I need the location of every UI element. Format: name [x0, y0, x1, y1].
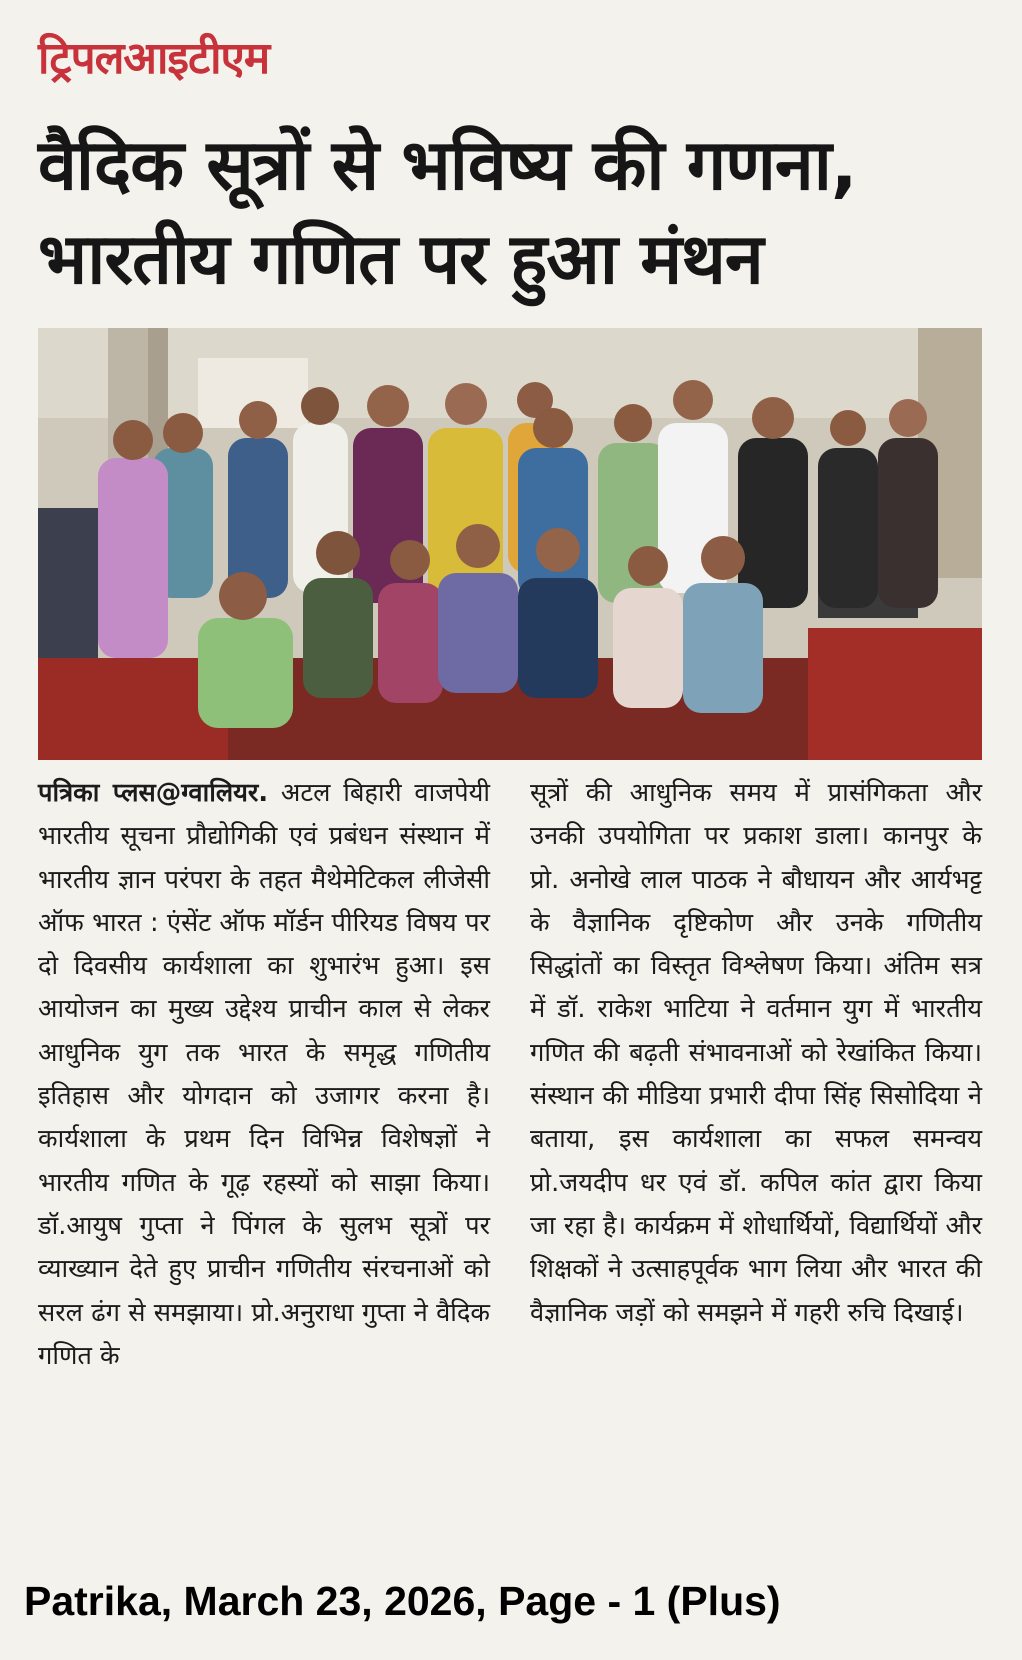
source-caption: Patrika, March 23, 2026, Page - 1 (Plus) — [24, 1578, 781, 1624]
group-photo — [38, 328, 982, 760]
section-kicker: ट्रिपलआइटीएम — [38, 33, 270, 84]
group-photo-illustration — [38, 328, 982, 760]
article-body — [38, 772, 982, 1542]
article-column-2-text: सूत्रों की आधुनिक समय में प्रासंगिकता और उनकी उपयोगिता पर प्रकाश डाला। कानपुर के प्रो. अनोखे लाल पाठक ने बौधायन और आर्यभट्ट के वैज्ञानिक दृष्टिकोण और उनके गणितीय सिद्धांतों का विस्तृत विश्लेषण किया। अंतिम सत्र में डॉ. राकेश भाटिया ने वर्तमान युग में भारतीय गणित की बढ़ती संभावनाओं को रेखांकित किया। संस्थान की मीडिया प्रभारी दीपा सिंह सिसोदिया ने बताया, इस कार्यशाला का सफल समन्वय प्रो.जयदीप धर एवं डॉ. कपिल कांत द्वारा किया जा रहा है। कार्यक्रम में शोधार्थियों, विद्यार्थियों और शिक्षकों ने उत्साहपूर्वक भाग लिया और भारत की वैज्ञानिक जड़ों को समझने में गहरी रुचि दिखाई। — [530, 778, 982, 1328]
headline: वैदिक सूत्रों से भविष्य की गणना, भारतीय गणित पर हुआ मंथन — [38, 124, 857, 300]
article-column-1 — [38, 772, 490, 1542]
dateline: पत्रिका प्लस@ग्वालियर. — [38, 778, 269, 808]
article-column-1-text: अटल बिहारी वाजपेयी भारतीय सूचना प्रौद्योगिकी एवं प्रबंधन संस्थान में भारतीय ज्ञान परंपरा के तहत मैथेमेटिकल लीजेसी ऑफ भारत : एंसेंट ऑफ मॉर्डन पीरियड विषय पर दो दिवसीय कार्यशाला का शुभारंभ हुआ। इस आयोजन का मुख्य उद्देश्य प्राचीन काल से लेकर आधुनिक युग तक भारत के समृद्ध गणितीय इतिहास और योगदान को उजागर करना है। कार्यशाला के प्रथम दिन विभिन्न विशेषज्ञों ने भारतीय गणित के गूढ़ रहस्यों को साझा किया। डॉ.आयुष गुप्ता ने पिंगल के सुलभ सूत्रों पर व्याख्यान देते हुए प्राचीन गणितीय संरचनाओं को सरल ढंग से समझाया। प्रो.अनुराधा गुप्ता ने वैदिक गणित के — [38, 778, 491, 1371]
article-column-2 — [530, 772, 982, 1542]
